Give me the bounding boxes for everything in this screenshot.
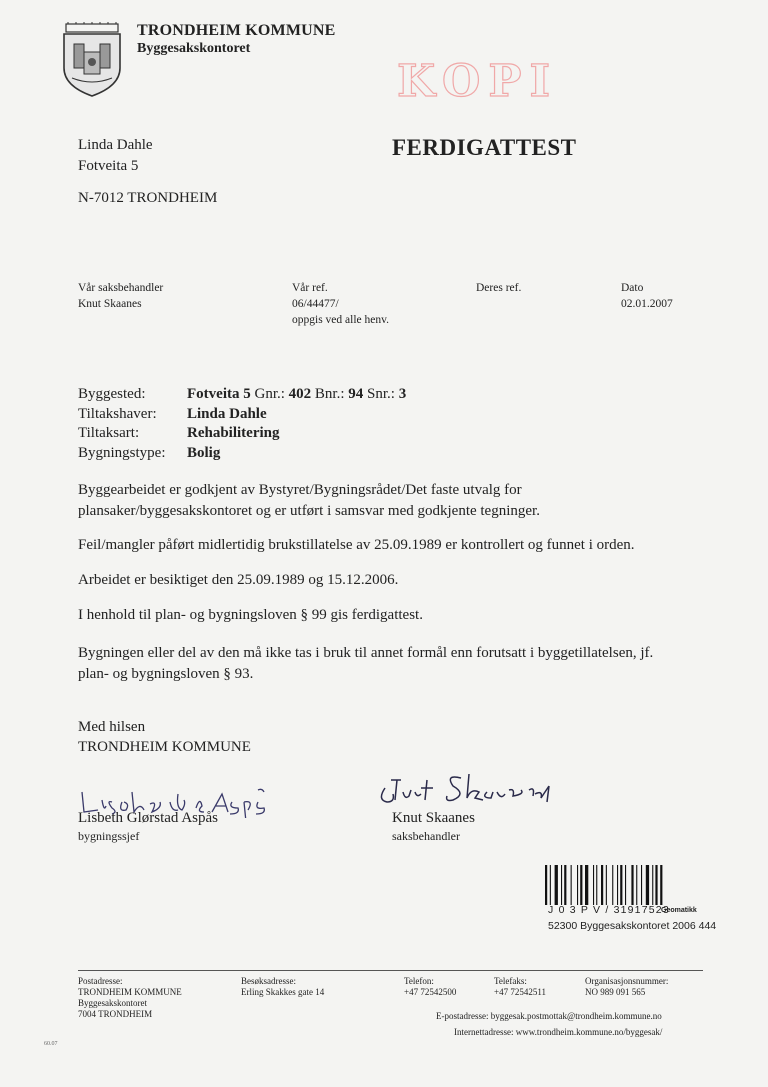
- footer-postal-line2: Byggesakskontoret: [78, 998, 147, 1008]
- closing-greeting: Med hilsen: [78, 719, 146, 735]
- site-address: Fotveita 5: [187, 386, 251, 402]
- date-label: Dato: [621, 282, 644, 294]
- site-value: [187, 385, 406, 405]
- fact-row-type: [78, 424, 406, 444]
- type-value: Rehabilitering: [187, 425, 280, 441]
- footer-org-value: NO 989 091 565: [585, 987, 646, 997]
- handler-signer-name: Knut Skaanes: [392, 810, 475, 826]
- paragraph-usage-restriction: [78, 643, 708, 684]
- fact-row-site: [78, 385, 406, 405]
- recipient-name: Linda Dahle: [78, 137, 153, 153]
- copy-stamp: KOPI: [397, 56, 559, 107]
- type-label: Tiltaksart:: [78, 425, 140, 441]
- footer-phone-label: Telefon:: [404, 976, 434, 986]
- site-label: Byggested:: [78, 386, 146, 402]
- municipal-crest-logo: [60, 22, 124, 98]
- footer-visit-value: Erling Skakkes gate 14: [241, 987, 325, 997]
- footer-email: E-postadresse: byggesak.postmottak@trondheim.kommune.no: [436, 1011, 662, 1021]
- footer-phone: [404, 976, 456, 998]
- paragraph-usage-line1: Bygningen eller del av den må ikke tas i bruk til annet formål enn forutsatt i byggetillatelsen, jf.: [78, 645, 654, 661]
- meta-our-ref: [292, 280, 389, 328]
- our-ref-value: 06/44477/: [292, 298, 339, 310]
- footer-postal-line1: TRONDHEIM KOMMUNE: [78, 987, 182, 997]
- footer-postal-address: [78, 976, 182, 1020]
- footer-postal-label: Postadresse:: [78, 976, 123, 986]
- recipient-address: [78, 135, 153, 177]
- date-value: 02.01.2007: [621, 298, 673, 310]
- building-facts: [78, 385, 406, 463]
- snr-value: 3: [398, 386, 407, 402]
- your-ref-label: Deres ref.: [476, 282, 522, 294]
- closing-org: TRONDHEIM KOMMUNE: [78, 739, 251, 755]
- chief-name: Lisbeth Glørstad Aspås: [78, 810, 218, 826]
- footer-fax-label: Telefaks:: [494, 976, 527, 986]
- handler-signer-title: saksbehandler: [392, 829, 460, 843]
- handler-label: Vår saksbehandler: [78, 282, 164, 294]
- paragraph-approval-line1: Byggearbeidet er godkjent av Bystyret/Bygningsrådet/Det faste utvalg for: [78, 482, 522, 498]
- document-title: FERDIGATTEST: [392, 135, 577, 160]
- gnr-value: 402: [288, 386, 312, 402]
- footer-website: Internettadresse: www.trondheim.kommune.no/byggesak/: [454, 1027, 663, 1037]
- snr-label: Snr.:: [367, 386, 395, 402]
- footer-fax-value: +47 72542511: [494, 987, 546, 997]
- organization-department: Byggesakskontoret: [137, 41, 251, 56]
- footer-phone-value: +47 72542500: [404, 987, 457, 997]
- paragraph-approval: [78, 480, 708, 521]
- owner-label: Tiltakshaver:: [78, 405, 157, 422]
- footer-visit-label: Besøksadresse:: [241, 976, 296, 986]
- footer-fax: [494, 976, 546, 998]
- bnr-label: Bnr.:: [314, 386, 345, 402]
- recipient-postal: N-7012 TRONDHEIM: [78, 190, 218, 206]
- barcode-reference: 52300 Byggesakskontoret 2006 444: [548, 920, 717, 932]
- paragraph-approval-line2: plansaker/byggesakskontoret og er utført i samsvar med godkjente tegninger.: [78, 502, 540, 519]
- barcode-brand: Geomatikk: [661, 907, 697, 914]
- footer-org-label: Organisasjonsnummer:: [585, 976, 669, 986]
- our-ref-note: oppgis ved alle henv.: [292, 314, 389, 326]
- handler-name: Knut Skaanes: [78, 298, 142, 310]
- recipient-street: Fotveita 5: [78, 158, 139, 174]
- footer-visit-address: [241, 976, 324, 998]
- our-ref-label: Vår ref.: [292, 282, 328, 294]
- fact-row-building: [78, 444, 406, 464]
- owner-value: Linda Dahle: [187, 405, 267, 422]
- building-value: Bolig: [187, 444, 221, 461]
- handler-handwritten-signature: [375, 766, 565, 806]
- chief-title: bygningssjef: [78, 829, 140, 843]
- paragraph-inspection: Arbeidet er besiktiget den 25.09.1989 og 15.12.2006.: [78, 572, 399, 588]
- barcode-number: J 0 3 P V / 31917523: [548, 904, 670, 916]
- meta-handler: [78, 280, 163, 312]
- building-label: Bygningstype:: [78, 444, 166, 461]
- footer-org-number: [585, 976, 668, 998]
- meta-date: [621, 280, 673, 312]
- fact-row-owner: [78, 405, 406, 425]
- gnr-label: Gnr.:: [254, 386, 285, 402]
- paragraph-usage-line2: plan- og bygningsloven § 93.: [78, 665, 254, 682]
- paragraph-defects: Feil/mangler påført midlertidig brukstillatelse av 25.09.1989 er kontrollert og funnet i orden.: [78, 537, 635, 553]
- footer-postal-line3: 7004 TRONDHEIM: [78, 1009, 153, 1019]
- barcode: [545, 865, 703, 905]
- organization-name: TRONDHEIM KOMMUNE: [137, 22, 336, 39]
- form-code: 60.07: [44, 1041, 58, 1047]
- meta-your-ref: [476, 280, 521, 296]
- bnr-value: 94: [348, 386, 364, 402]
- paragraph-legal-basis: I henhold til plan- og bygningsloven § 99 gis ferdigattest.: [78, 607, 423, 623]
- closing: [78, 717, 251, 757]
- footer-divider: [78, 970, 703, 971]
